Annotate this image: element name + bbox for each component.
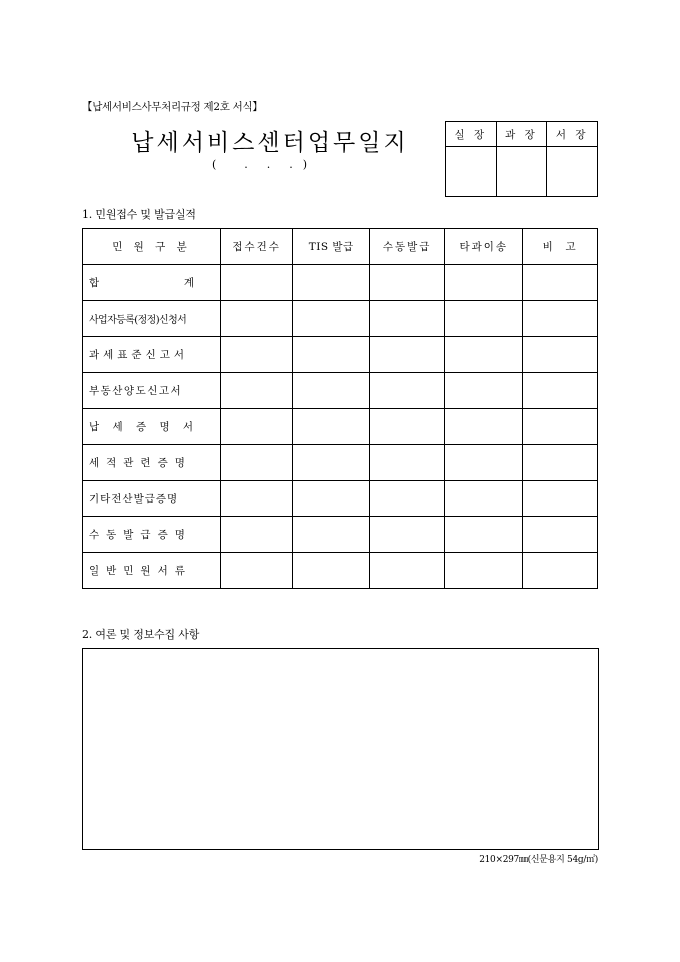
- civil-service-table: [82, 228, 598, 589]
- cell-input[interactable]: [293, 445, 370, 481]
- row-label-tax-payment-certificate: 납 세 증 명 서: [83, 409, 221, 445]
- cell-input[interactable]: [293, 337, 370, 373]
- col-header-manual: 수동발급: [370, 229, 445, 265]
- cell-input[interactable]: [523, 265, 598, 301]
- cell-input[interactable]: [293, 553, 370, 589]
- cell-input[interactable]: [370, 553, 445, 589]
- cell-input[interactable]: [523, 553, 598, 589]
- cell-input[interactable]: [220, 445, 292, 481]
- table-row-tax-record-certificate: [83, 445, 598, 481]
- col-header-category: 민 원 구 분: [83, 229, 221, 265]
- cell-input[interactable]: [220, 265, 292, 301]
- cell-input[interactable]: [370, 373, 445, 409]
- cell-input[interactable]: [220, 373, 292, 409]
- cell-input[interactable]: [445, 373, 523, 409]
- section-2-heading: 2. 여론 및 정보수집 사항: [82, 628, 200, 641]
- approval-header-director: 실 장: [446, 122, 497, 147]
- table-header-row: [83, 229, 598, 265]
- table-row-business-registration: [83, 301, 598, 337]
- cell-input[interactable]: [445, 409, 523, 445]
- cell-input[interactable]: [445, 481, 523, 517]
- cell-input[interactable]: [293, 481, 370, 517]
- cell-input[interactable]: [445, 265, 523, 301]
- cell-input[interactable]: [293, 265, 370, 301]
- cell-input[interactable]: [445, 445, 523, 481]
- cell-input[interactable]: [293, 409, 370, 445]
- document-title: 납세서비스센터업무일지: [131, 130, 409, 156]
- cell-input[interactable]: [370, 409, 445, 445]
- cell-input[interactable]: [293, 517, 370, 553]
- cell-input[interactable]: [220, 337, 292, 373]
- cell-input[interactable]: [445, 301, 523, 337]
- cell-input[interactable]: [523, 337, 598, 373]
- approval-sign-office-chief[interactable]: [547, 147, 598, 197]
- col-header-received: 접수건수: [220, 229, 292, 265]
- cell-input[interactable]: [293, 301, 370, 337]
- table-row-total: [83, 265, 598, 301]
- cell-input[interactable]: [370, 301, 445, 337]
- cell-input[interactable]: [523, 517, 598, 553]
- table-row-other-electronic: [83, 481, 598, 517]
- cell-input[interactable]: [445, 517, 523, 553]
- cell-input[interactable]: [370, 517, 445, 553]
- form-number-label: 【납세서비스사무처리규정 제2호 서식】: [82, 101, 263, 113]
- cell-input[interactable]: [523, 373, 598, 409]
- paper-spec-note: 210×297㎜(신문용지 54g/㎡): [479, 855, 598, 865]
- approval-header-office-chief: 서 장: [547, 122, 598, 147]
- row-label-total: 합 계: [83, 265, 221, 301]
- cell-input[interactable]: [220, 301, 292, 337]
- cell-input[interactable]: [370, 481, 445, 517]
- col-header-tis: TIS 발급: [293, 229, 370, 265]
- col-header-remarks: 비 고: [523, 229, 598, 265]
- table-row-general-documents: [83, 553, 598, 589]
- row-label-tax-record-certificate: 세적관련증명: [83, 445, 221, 481]
- cell-input[interactable]: [523, 409, 598, 445]
- approval-sign-section-chief[interactable]: [496, 147, 547, 197]
- cell-input[interactable]: [523, 445, 598, 481]
- row-label-manual-certificate: 수동발급증명: [83, 517, 221, 553]
- cell-input[interactable]: [220, 517, 292, 553]
- approval-sign-director[interactable]: [446, 147, 497, 197]
- date-field: ( . . . ): [212, 158, 309, 171]
- cell-input[interactable]: [445, 553, 523, 589]
- cell-input[interactable]: [293, 373, 370, 409]
- cell-input[interactable]: [220, 409, 292, 445]
- cell-input[interactable]: [220, 481, 292, 517]
- cell-input[interactable]: [523, 481, 598, 517]
- table-row-tax-payment-certificate: [83, 409, 598, 445]
- approval-box: [445, 121, 598, 197]
- col-header-transfer: 타과이송: [445, 229, 523, 265]
- table-row-manual-certificate: [83, 517, 598, 553]
- cell-input[interactable]: [523, 301, 598, 337]
- cell-input[interactable]: [370, 445, 445, 481]
- cell-input[interactable]: [220, 553, 292, 589]
- cell-input[interactable]: [370, 265, 445, 301]
- row-label-real-estate-transfer: 부동산양도신고서: [83, 373, 221, 409]
- row-label-other-electronic: 기타전산발급증명: [83, 481, 221, 517]
- row-label-general-documents: 일반민원서류: [83, 553, 221, 589]
- row-label-tax-base-return: 과세표준신고서: [83, 337, 221, 373]
- cell-input[interactable]: [370, 337, 445, 373]
- cell-input[interactable]: [445, 337, 523, 373]
- table-row-tax-base-return: [83, 337, 598, 373]
- opinion-info-memo-box[interactable]: [82, 648, 599, 850]
- table-row-real-estate-transfer: [83, 373, 598, 409]
- section-1-heading: 1. 민원접수 및 발급실적: [82, 208, 196, 221]
- approval-header-section-chief: 과 장: [496, 122, 547, 147]
- row-label-business-registration: 사업자등록(정정)신청서: [83, 301, 221, 337]
